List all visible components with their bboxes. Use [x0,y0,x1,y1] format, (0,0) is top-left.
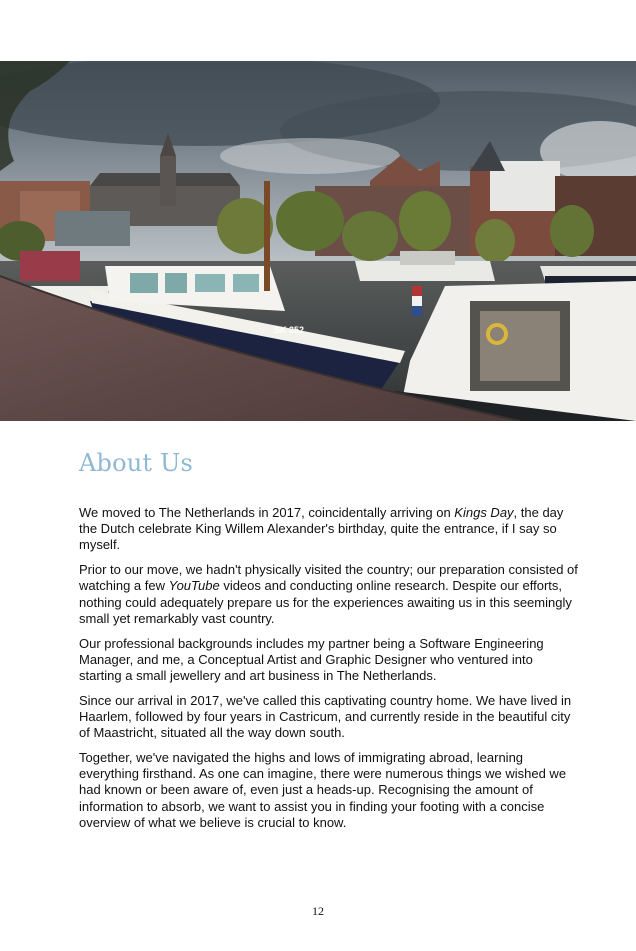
paragraph-1-text-start: We moved to The Netherlands in 2017, coincidentally arriving on [79,505,455,520]
paragraph-2-text-start: Prior to our move, we hadn't physically visited the country; our preparation consisted of watching a few [79,562,578,594]
paragraph-5: Together, we've navigated the highs and lows of immigrating abroad, learning everything firsthand. As one can imagine, there were numerous things we wished we had known or been aware of, even just a heads-up. Recognising the amount of information to absorb, we want to assist you in finding your footing with a concise overview of what we believe is crucial to know. [79,750,567,830]
canal-boats-photo [0,61,636,421]
boat-registration: SK 352 [274,325,305,335]
paragraph-1-text-end: , the day the Dutch celebrate King Willem Alexander's birthday, quite the entrance, if I say so myself. [79,505,564,553]
youtube-emphasis: YouTube [168,578,220,594]
paragraph-4: Since our arrival in 2017, we've called this captivating country home. We have lived in Haarlem, followed by four years in Castricum, and currently reside in the beautiful city of Maastricht, situated all the way down south. [79,692,572,741]
page-title: About Us [79,449,194,477]
paragraph-1 [79,505,579,554]
page-number: 12 [312,904,324,918]
paragraph-3: Our professional backgrounds includes my partner being a Software Engineering Manager, and me, a Conceptual Artist and Graphic Designer who ventured into starting a small jewellery and art business in The Netherlands. [79,635,544,684]
body-text [79,505,579,840]
kings-day-emphasis: Kings Day [454,505,514,520]
paragraph-2-text-end: videos and conducting online research. Despite our efforts, nothing could adequately prepare us for the experiences awaiting us in this seemingly small yet remarkably vast country. [79,578,572,626]
paragraph-2 [79,562,579,627]
